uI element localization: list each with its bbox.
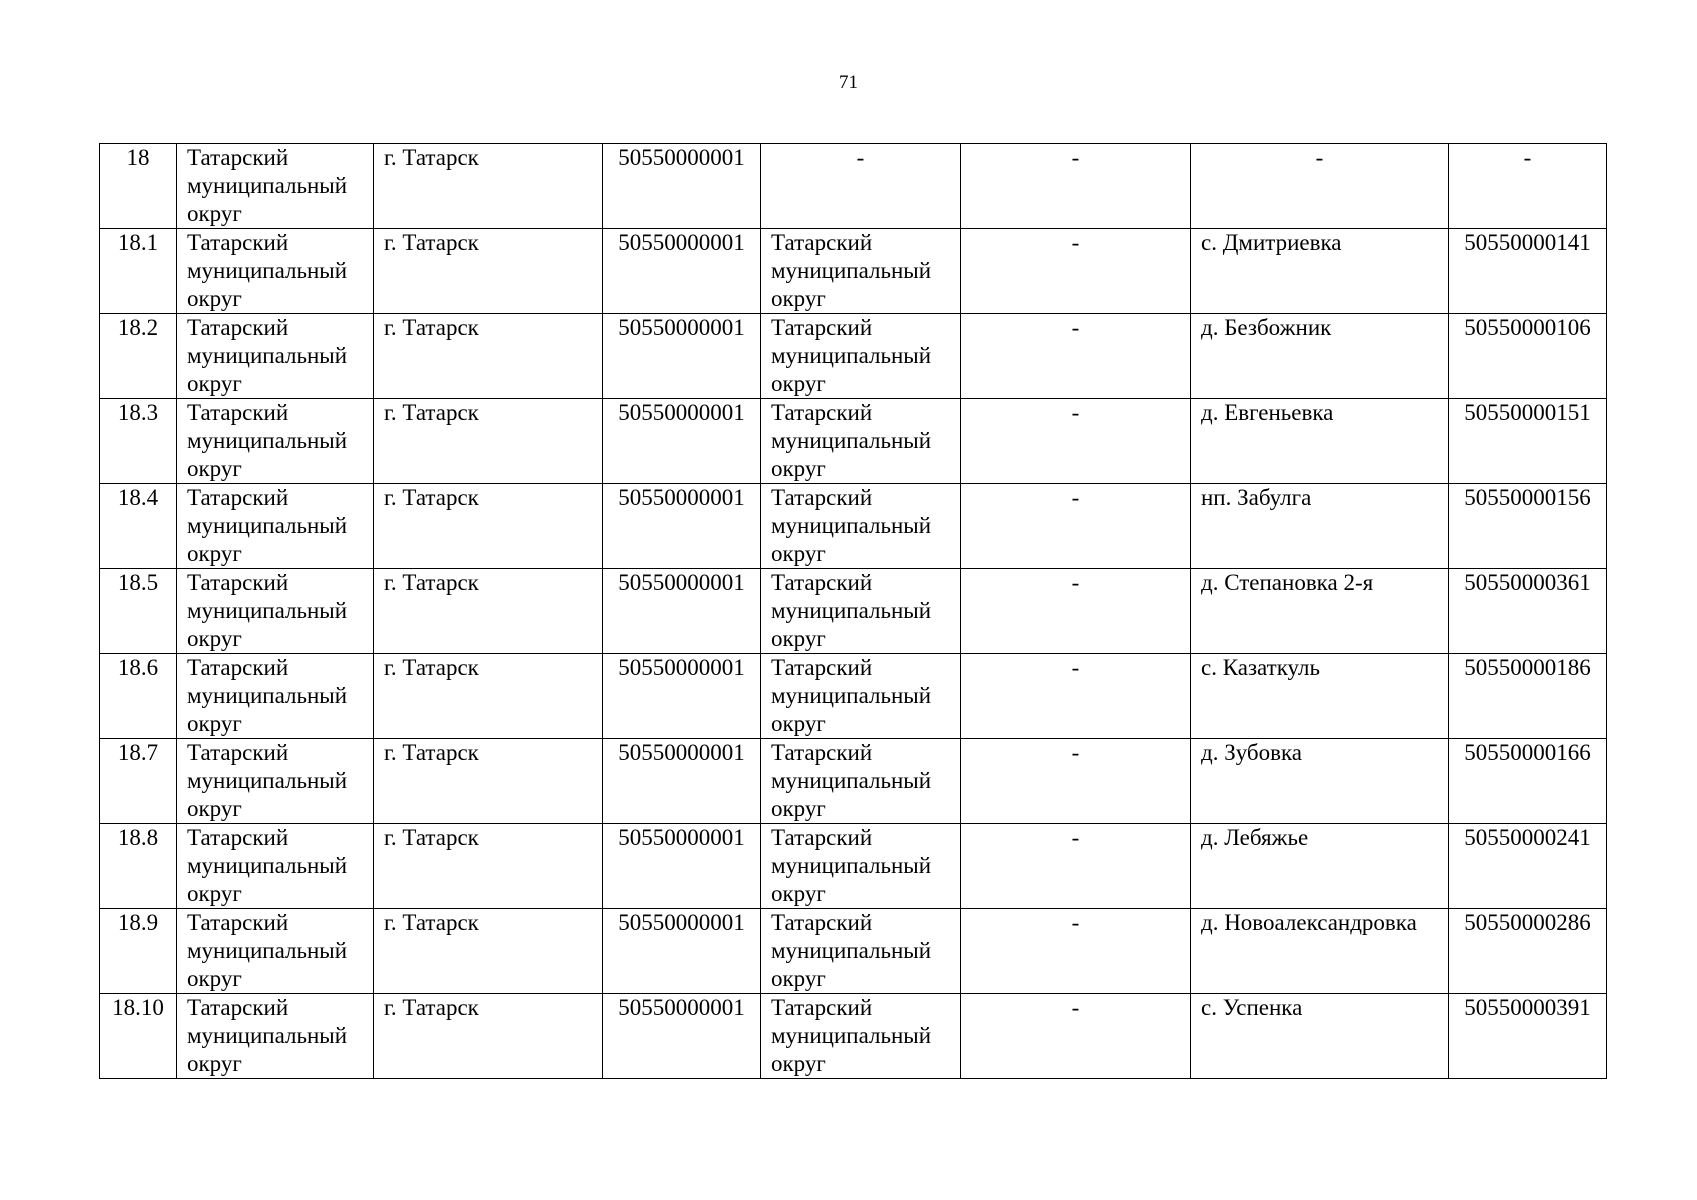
city-code-cell: 50550000001 [603,569,761,654]
city-code-cell: 50550000001 [603,314,761,399]
city-code-cell: 50550000001 [603,144,761,229]
municipality-cell: Татарский муниципальный округ [177,484,374,569]
table-row [100,399,1607,484]
city-code-cell: 50550000001 [603,739,761,824]
subdistrict-cell: - [961,824,1191,909]
city-cell: г. Татарск [374,994,603,1079]
row-number: 18.4 [100,484,177,569]
locality-cell: д. Зубовка [1191,739,1449,824]
city-code-cell: 50550000001 [603,824,761,909]
locality-cell: д. Евгеньевка [1191,399,1449,484]
city-cell: г. Татарск [374,314,603,399]
locality-code-cell: 50550000166 [1449,739,1607,824]
locality-cell: - [1191,144,1449,229]
city-code-cell: 50550000001 [603,654,761,739]
locality-code-cell: 50550000391 [1449,994,1607,1079]
city-cell: г. Татарск [374,739,603,824]
page-number: 71 [839,72,858,93]
table-row [100,314,1607,399]
subdistrict-cell: - [961,484,1191,569]
subdistrict-cell: - [961,994,1191,1079]
table-row [100,569,1607,654]
settlement-cell: Татарский муниципальный округ [761,399,961,484]
row-number: 18.3 [100,399,177,484]
table-row [100,654,1607,739]
row-number: 18.7 [100,739,177,824]
municipality-cell: Татарский муниципальный округ [177,144,374,229]
city-cell: г. Татарск [374,484,603,569]
city-code-cell: 50550000001 [603,399,761,484]
locality-code-cell: 50550000151 [1449,399,1607,484]
city-cell: г. Татарск [374,399,603,484]
subdistrict-cell: - [961,909,1191,994]
locality-cell: д. Степановка 2-я [1191,569,1449,654]
row-number: 18.2 [100,314,177,399]
table-row [100,994,1607,1079]
city-cell: г. Татарск [374,824,603,909]
subdistrict-cell: - [961,229,1191,314]
row-number: 18.1 [100,229,177,314]
table-row [100,739,1607,824]
locality-code-cell: 50550000286 [1449,909,1607,994]
settlement-cell: Татарский муниципальный округ [761,739,961,824]
municipality-cell: Татарский муниципальный округ [177,909,374,994]
table-row [100,144,1607,229]
subdistrict-cell: - [961,569,1191,654]
city-code-cell: 50550000001 [603,229,761,314]
city-cell: г. Татарск [374,229,603,314]
city-code-cell: 50550000001 [603,909,761,994]
settlement-cell: Татарский муниципальный округ [761,314,961,399]
subdistrict-cell: - [961,739,1191,824]
row-number: 18.6 [100,654,177,739]
locality-code-cell: 50550000156 [1449,484,1607,569]
settlements-table [99,143,1607,1079]
table-row [100,484,1607,569]
locality-code-cell: 50550000106 [1449,314,1607,399]
row-number: 18 [100,144,177,229]
table-row [100,824,1607,909]
city-code-cell: 50550000001 [603,994,761,1079]
municipality-cell: Татарский муниципальный округ [177,994,374,1079]
locality-cell: нп. Забулга [1191,484,1449,569]
subdistrict-cell: - [961,314,1191,399]
locality-code-cell: - [1449,144,1607,229]
locality-code-cell: 50550000361 [1449,569,1607,654]
settlement-cell: Татарский муниципальный округ [761,569,961,654]
locality-code-cell: 50550000141 [1449,229,1607,314]
city-code-cell: 50550000001 [603,484,761,569]
locality-cell: с. Успенка [1191,994,1449,1079]
locality-cell: д. Безбожник [1191,314,1449,399]
city-cell: г. Татарск [374,909,603,994]
subdistrict-cell: - [961,144,1191,229]
municipality-cell: Татарский муниципальный округ [177,739,374,824]
municipality-cell: Татарский муниципальный округ [177,314,374,399]
municipality-cell: Татарский муниципальный округ [177,399,374,484]
locality-cell: д. Лебяжье [1191,824,1449,909]
municipality-cell: Татарский муниципальный округ [177,824,374,909]
row-number: 18.5 [100,569,177,654]
municipality-cell: Татарский муниципальный округ [177,569,374,654]
locality-code-cell: 50550000186 [1449,654,1607,739]
table-row [100,229,1607,314]
settlement-cell: Татарский муниципальный округ [761,229,961,314]
settlement-cell: Татарский муниципальный округ [761,824,961,909]
municipality-cell: Татарский муниципальный округ [177,654,374,739]
subdistrict-cell: - [961,399,1191,484]
settlement-cell: Татарский муниципальный округ [761,484,961,569]
city-cell: г. Татарск [374,654,603,739]
settlement-cell: - [761,144,961,229]
city-cell: г. Татарск [374,569,603,654]
subdistrict-cell: - [961,654,1191,739]
locality-cell: д. Новоалександровка [1191,909,1449,994]
settlement-cell: Татарский муниципальный округ [761,654,961,739]
locality-cell: с. Казаткуль [1191,654,1449,739]
locality-code-cell: 50550000241 [1449,824,1607,909]
row-number: 18.8 [100,824,177,909]
locality-cell: с. Дмитриевка [1191,229,1449,314]
settlement-cell: Татарский муниципальный округ [761,909,961,994]
settlement-cell: Татарский муниципальный округ [761,994,961,1079]
city-cell: г. Татарск [374,144,603,229]
table-row [100,909,1607,994]
row-number: 18.9 [100,909,177,994]
municipality-cell: Татарский муниципальный округ [177,229,374,314]
row-number: 18.10 [100,994,177,1079]
